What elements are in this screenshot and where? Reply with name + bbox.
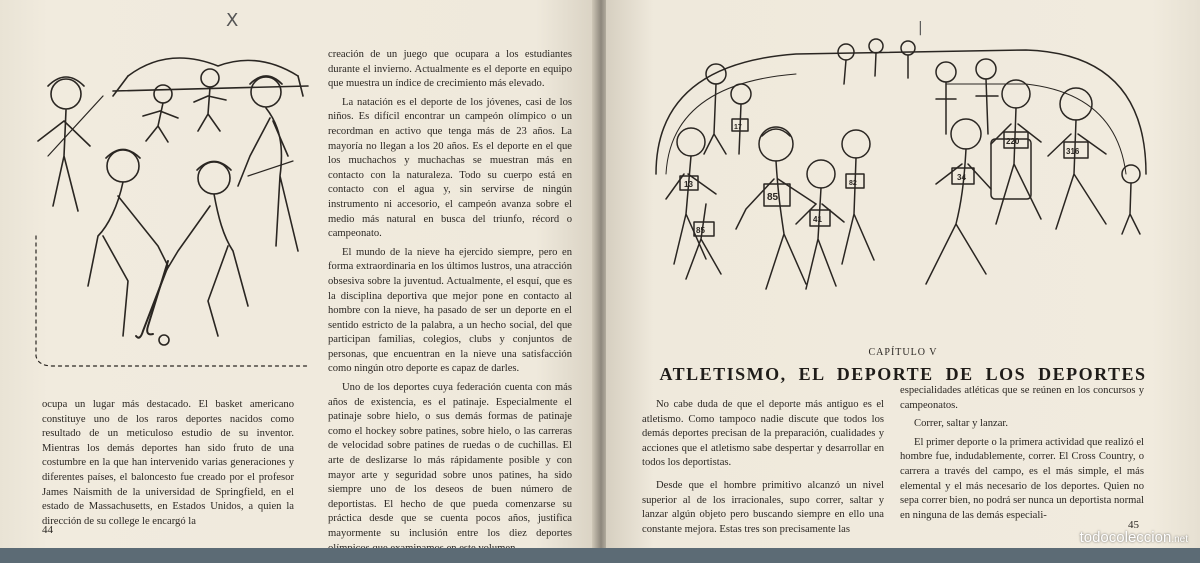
paragraph: El primer deporte o la primera actividad que realizó el hombre fue, indudablemente, correr. El Cross Country, o carrera a través del campo, es el más simple, el más elemental y el más necesario de los deportes. Quien no sepa correr bien, no podrá ser nunca un deportista normal en ninguna de las demás especiali-: [900, 436, 1144, 521]
bib-number: 316: [1066, 147, 1080, 156]
left-page-column-right: [328, 48, 572, 560]
page-number-right: 45: [1128, 519, 1139, 531]
bottom-strip: [0, 548, 1200, 563]
page-number-left: 44: [42, 524, 53, 536]
paragraph: especialidades atléticas que se reúnen en los concursos y campeonatos.: [900, 385, 1144, 411]
paragraph: creación de un juego que ocupara a los estudiantes durante el invierno. Actualmente es el deporte en equipo que muestra un índice de crecimiento más elevado.: [328, 49, 572, 90]
left-page: [0, 0, 596, 548]
bib-number: 82: [849, 180, 857, 187]
paragraph: ocupa un lugar más destacado. El basket americano constituye uno de los raros deportes nacidos como resultado de un meticuloso estudio de su inventor. Mientras los demás deportes han sido fruto de una costumbre en la que han intervenido varias generaciones y diferentes países, el baloncesto fue creado por el profesor James Naismith de la universidad de Springfield, en el estado de Massachusetts, en Estados Unidos, a quien la dirección de su college le encargó la: [42, 399, 294, 527]
paragraph: Desde que el hombre primitivo alcanzó un nivel superior al de los irracionales, supo correr, saltar y lanzar algún objeto pero buscando siempre en ello una constante mejora. Estas tres son precisamente las: [642, 479, 884, 535]
paragraph: El mundo de la nieve ha ejercido siempre, pero en forma extraordinaria en los últimos lustros, una atracción obsesiva sobre la juventud. Actualmente, el esquí, que es la disciplina deportiva que mejor pone en contacto al hombre con la nieve, ha pasado de ser un deporte en el sentido estricto de la palabra, a un hecho social, del que participan familias, colegios, clubs y conjuntos de personas, que encuentran en la nieve una satisfacción como ningún otro deporte es capaz de darles.: [328, 246, 572, 375]
watermark-suffix: .net: [1171, 534, 1188, 545]
bib-number: 41: [813, 215, 822, 224]
paragraph: Uno de los deportes cuya federación cuenta con más años de existencia, es el patinaje. Especialmente el patinaje sobre hielo, o sus demás formas de patinaje como el hockey sobre patines, sobre hielo, o las carreras de velocidad sobre patines de ruedas o de cuchillas. El arte de deslizarse lo más rápidamente posible y con mayor arte y seguridad sobre unos patines, ha sido siempre uno de los deseos de buen número de deportistas. El hecho de que pueda comenzarse su práctica desde que se cuenta pocos años, justifica mayormente su inclusión entre los diez deportes: [328, 382, 572, 539]
left-page-column-left: [42, 398, 294, 537]
runners-illustration: [646, 24, 1156, 324]
paragraph: Correr, saltar y lanzar.: [914, 418, 1008, 430]
bib-number: 85: [767, 192, 779, 203]
bib-number: 34: [957, 173, 966, 182]
chapter-label: CAPÍTULO V: [868, 347, 938, 358]
pencil-tick: |: [918, 20, 923, 36]
bib-number: 85: [696, 226, 705, 235]
watermark-text: todocoleccion: [1079, 529, 1172, 546]
chapter-title: ATLETISMO, EL DEPORTE DE LOS DEPORTES: [659, 364, 1147, 384]
paragraph: No cabe duda de que el deporte más antiguo es el atletismo. Como tampoco nadie discute que todos los demás deportes precisan de la preparación, cualidades y acciones que el atletismo sabe despertar y desarrollar en todos los deportistas.: [642, 399, 884, 469]
bib-number: 13: [684, 180, 693, 189]
right-page-column-left: [642, 398, 884, 545]
bib-number: 17: [734, 124, 742, 131]
pencil-mark: X: [226, 10, 239, 31]
watermark: [1080, 529, 1188, 546]
bib-number: 220: [1006, 137, 1020, 146]
paragraph: La natación es el deporte de los jóvenes, casi de los niños. Es difícil encontrar un campeón olímpico o un recordman en activo que tenga más de 23 años. La mayoría no llegan a los 20 años. Es el deporte en el que los muchachos y muchachas se muestran más en contacto con la naturaleza. Todo su cuerpo está en contacto con el agua y, sin servirse de ningún instrumento ni accesorio, el campeón avanza sobre el medio más natural en busca del triunfo, récord o campeonato.: [328, 96, 572, 240]
field-hockey-illustration: [18, 36, 318, 392]
right-page-column-right: [900, 384, 1144, 527]
